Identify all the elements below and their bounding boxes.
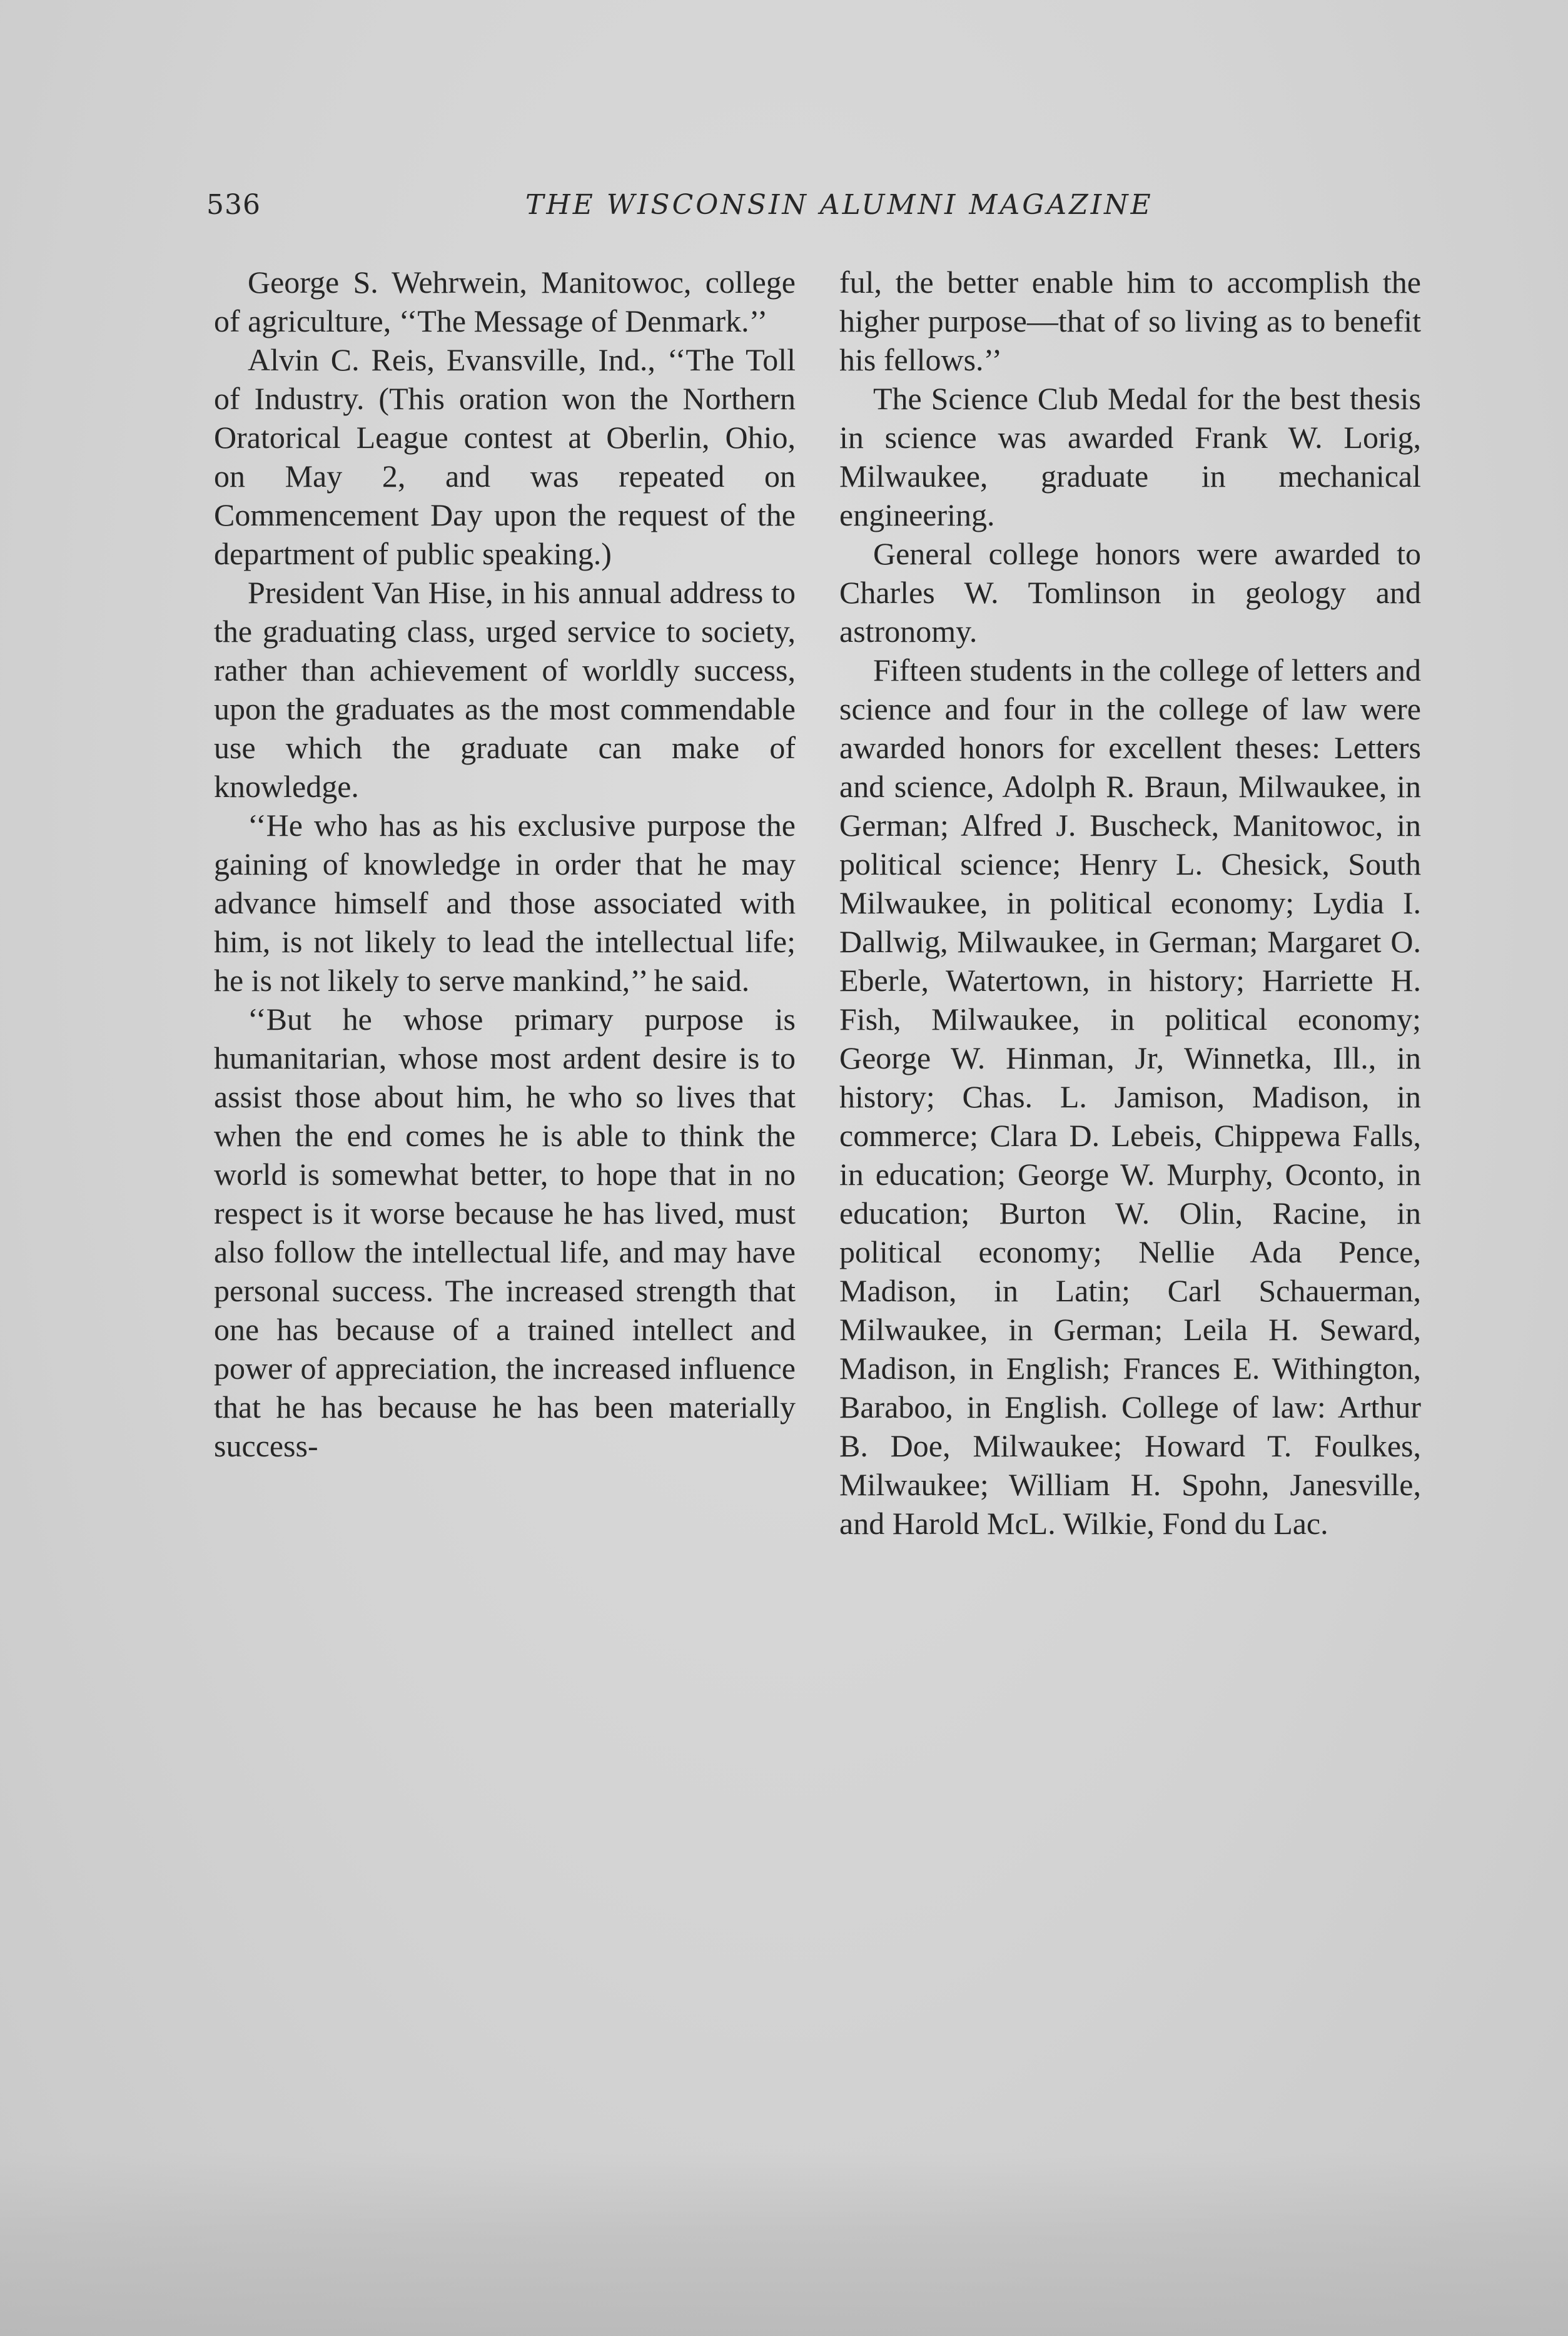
paragraph: Alvin C. Reis, Evansville, Ind., ‘‘The Toll of Industry. (This oration won the Northern Oratorical League contest at Oberlin, Ohio, on May 2, and was repeated on Commencement Day upon the request of the department of public speaking.) xyxy=(214,342,796,571)
page-header xyxy=(206,189,1426,226)
page-number: 536 xyxy=(206,189,261,221)
paragraph: ‘‘But he whose primary purpose is humanitarian, whose most ardent desire is to assist those about him, he who so lives that when the end comes he is able to think the world is somewhat better, to hope that in no respect is it worse because he has lived, must also follow the intellectual life, and may have personal success. The increased strength that one has because of a trained intellect and power of appreciation, the increased influence that he has because he has been materially success- xyxy=(214,1002,796,1463)
right-column xyxy=(839,263,1421,1543)
running-title: THE WISCONSIN ALUMNI MAGAZINE xyxy=(525,189,1153,221)
paragraph: The Science Club Medal for the best thesis in science was awarded Frank W. Lorig, Milwaukee, graduate in mechanical engineering. xyxy=(839,381,1421,532)
paragraph: George S. Wehrwein, Manitowoc, college of agriculture, ‘‘The Message of Denmark.’’ xyxy=(214,265,796,338)
paragraph: ‘‘He who has as his exclusive purpose the gaining of knowledge in order that he may advance himself and those associated with him, is not likely to lead the intellectual life; he is not likely to serve mankind,’’ he said. xyxy=(214,808,796,998)
paper-stain xyxy=(0,2152,1568,2336)
paragraph: President Van Hise, in his annual address to the graduating class, urged service to society, rather than achievement of worldly success, upon the graduates as the most commendable use which the graduate can make of knowledge. xyxy=(214,575,796,804)
left-column xyxy=(214,263,796,1465)
paragraph-continuation: ful, the better enable him to accomplish the higher purpose—that of so living as to benefit his fellows.’’ xyxy=(839,265,1421,377)
paragraph: Fifteen students in the college of letters and science and four in the college of law were awarded honors for excellent theses: Letters and science, Adolph R. Braun, Milwaukee, in German; Alfred J. Buscheck, Manitowoc, in political science; Henry L. Chesick, South Milwaukee, in political economy; Lydia I. Dallwig, Milwaukee, in German; Margaret O. Eberle, Watertown, in history; Harriette H. Fish, Milwaukee, in political economy; George W. Hinman, Jr, Winnetka, Ill., in history; Chas. L. Jamison, Madison, in commerce; Clara D. Lebeis, Chippewa Falls, in education; George W. Murphy, Oconto, in education; Burton W. Olin, Racine, in political economy; Nellie Ada Pence, Madison, in Latin; Carl Schauerman, Milwaukee, in German; Leila H. Seward, Madison, in English; Frances E. Withington, Baraboo, in English. College of law: Arthur B. Doe, Milwaukee; Howard T. Foulkes, Milwaukee; William H. Spohn, Janesville, and Harold McL. Wilkie, Fond du Lac. xyxy=(839,653,1421,1541)
paragraph: General college honors were awarded to Charles W. Tomlinson in geology and astronomy. xyxy=(839,536,1421,649)
